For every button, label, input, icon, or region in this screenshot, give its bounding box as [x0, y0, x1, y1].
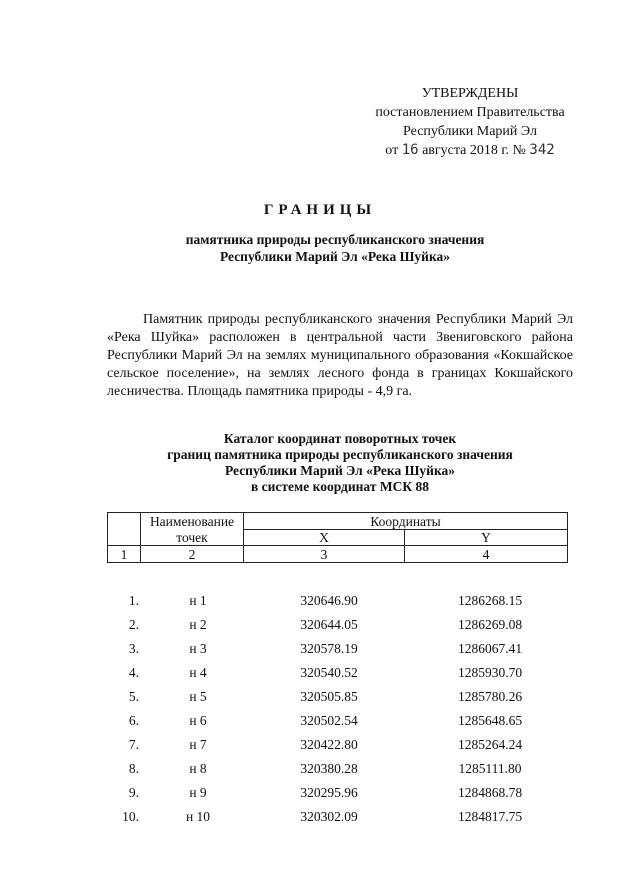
- table-row: [107, 686, 573, 710]
- row-x: 320380.28: [300, 761, 358, 776]
- header-coordinates: Координаты: [244, 513, 568, 530]
- approval-stamp: [360, 84, 580, 160]
- row-point: н 5: [189, 689, 207, 704]
- subtitle-line-1: памятника природы республиканского значения: [185, 232, 485, 247]
- row-number: 7.: [128, 737, 139, 752]
- table-row: [107, 806, 573, 830]
- row-y: 1285930.70: [457, 665, 523, 680]
- column-number-3: 3: [244, 546, 405, 563]
- row-x: 320578.19: [300, 641, 358, 656]
- row-number: 10.: [122, 809, 139, 824]
- row-x: 320295.96: [300, 785, 358, 800]
- row-x: 320505.85: [300, 689, 358, 704]
- row-point: н 3: [189, 641, 207, 656]
- row-number: 8.: [128, 761, 139, 776]
- catalog-line-4: в системе координат МСК 88: [251, 479, 429, 494]
- header-x: X: [244, 530, 405, 546]
- row-number: 6.: [128, 713, 139, 728]
- column-number-4: 4: [405, 546, 568, 563]
- column-number-2: 2: [141, 546, 244, 563]
- row-x: 320422.80: [300, 737, 358, 752]
- table-row: [107, 782, 573, 806]
- column-number-1: 1: [108, 546, 141, 563]
- row-y: 1286269.08: [457, 617, 523, 632]
- coordinates-rows: [107, 590, 573, 830]
- row-point: н 4: [189, 665, 207, 680]
- row-number: 9.: [128, 785, 139, 800]
- document-subtitle: [100, 231, 570, 265]
- row-number: 4.: [128, 665, 139, 680]
- row-point: н 8: [189, 761, 207, 776]
- approval-by: постановлением Правительства: [375, 105, 565, 120]
- row-y: 1285648.65: [457, 713, 523, 728]
- row-y: 1285264.24: [457, 737, 523, 752]
- document-title: ГРАНИЦЫ: [263, 202, 377, 218]
- approval-day: 16: [401, 142, 419, 158]
- table-row: [107, 734, 573, 758]
- row-point: н 1: [189, 593, 207, 608]
- row-x: 320302.09: [300, 809, 358, 824]
- row-y: 1286268.15: [457, 593, 523, 608]
- row-point: н 7: [189, 737, 207, 752]
- description-paragraph: Памятник природы республиканского значения Республики Марий Эл «Река Шуйка» расположен в центральной части Звениговского района Республики Марий Эл на землях муниципального образования «Кокшайское сельское поселение», на землях лесного фонда в границах Кокшайского лесничества. Площадь памятника природы - 4,9 га.: [107, 312, 573, 399]
- row-point: н 10: [185, 809, 211, 824]
- subtitle-line-2: Республики Марий Эл «Река Шуйка»: [219, 249, 451, 264]
- row-x: 320646.90: [300, 593, 358, 608]
- header-point-name: Наименование: [141, 513, 244, 530]
- row-number: 5.: [128, 689, 139, 704]
- row-y: 1285780.26: [457, 689, 523, 704]
- approval-date-line: [360, 141, 580, 160]
- catalog-line-2: границ памятника природы республиканского значения: [167, 447, 513, 462]
- row-point: н 9: [189, 785, 207, 800]
- row-y: 1285111.80: [458, 761, 522, 776]
- table-row: [107, 710, 573, 734]
- table-row: [107, 638, 573, 662]
- catalog-line-1: Каталог координат поворотных точек: [223, 431, 457, 446]
- row-point: н 2: [189, 617, 207, 632]
- table-row: [107, 590, 573, 614]
- row-point: н 6: [189, 713, 207, 728]
- catalog-heading: [120, 431, 560, 495]
- approval-heading: УТВЕРЖДЕНЫ: [421, 86, 519, 101]
- catalog-line-3: Республики Марий Эл «Река Шуйка»: [224, 463, 456, 478]
- row-x: 320502.54: [300, 713, 358, 728]
- row-y: 1286067.41: [457, 641, 523, 656]
- row-number: 2.: [128, 617, 139, 632]
- row-y: 1284817.75: [457, 809, 523, 824]
- header-cell-number: [108, 513, 141, 546]
- row-number: 1.: [128, 593, 139, 608]
- row-y: 1284868.78: [457, 785, 523, 800]
- table-row: [107, 662, 573, 686]
- row-number: 3.: [128, 641, 139, 656]
- approval-date-prefix: от: [385, 143, 399, 158]
- row-x: 320644.05: [300, 617, 358, 632]
- table-row: [107, 614, 573, 638]
- approval-date-mid: августа 2018 г. №: [422, 143, 526, 158]
- table-row: [107, 758, 573, 782]
- header-y: Y: [405, 530, 568, 546]
- coordinates-table-header: [107, 512, 568, 563]
- approval-region: Республики Марий Эл: [403, 124, 537, 139]
- row-x: 320540.52: [300, 665, 358, 680]
- approval-number: 342: [529, 142, 555, 158]
- header-point-name-2: точек: [141, 530, 244, 546]
